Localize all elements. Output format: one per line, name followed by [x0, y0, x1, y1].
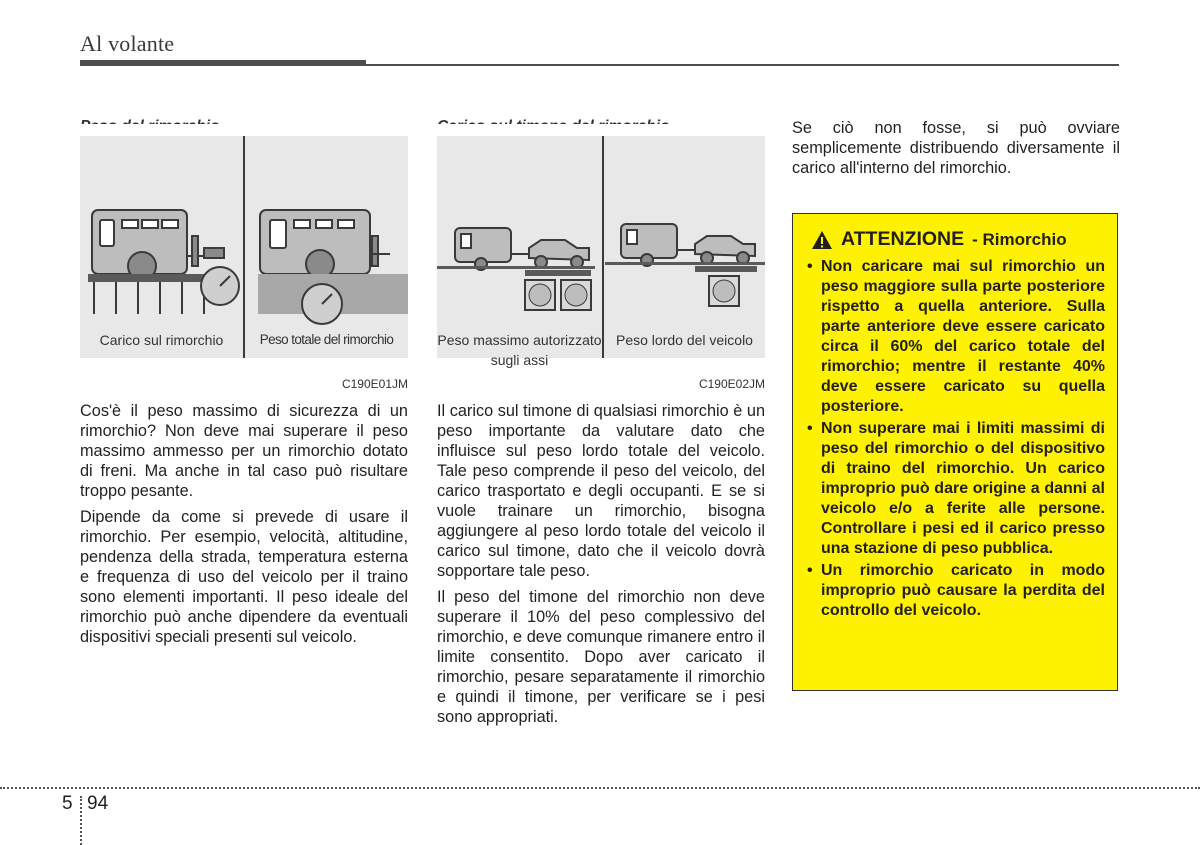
warning-list	[807, 257, 1105, 621]
footer-dotted-rule	[0, 787, 1200, 789]
warning-subtitle: - Rimorchio	[972, 229, 1067, 249]
footer-dotted-divider	[80, 796, 82, 845]
header-rule-thick	[80, 60, 366, 66]
warning-item	[807, 419, 1105, 559]
trailer-on-scale-left	[92, 210, 224, 280]
warning-box	[792, 213, 1118, 691]
figure-divider	[602, 136, 604, 358]
column-warning	[792, 118, 1120, 178]
caption-trailer-load: Carico sul rimorchio	[99, 332, 224, 348]
bullet: •	[807, 420, 813, 437]
warning-triangle-icon	[811, 230, 833, 250]
warning-item-text: Un rimorchio caricato in modo improprio può causare la perdita del controllo del veicolo.	[821, 562, 1105, 619]
header-rule-thin	[366, 64, 1119, 66]
page-number: 94	[87, 793, 109, 814]
warning-item-text: Non caricare mai sul rimorchio un peso maggiore sulla parte posteriore rispetto a quella anteriore. Sulla parte anteriore deve essere caricato circa il 60% del carico totale del rimorchio; mentre il restante 40% deve essere caricato su quella posteriore.	[821, 258, 1105, 415]
body-text-trailer-weight	[80, 401, 408, 647]
paragraph: Il peso del timone del rimorchio non deve superare il 10% del peso complessivo del rimorchio, e deve comunque rimanere entro il limite consentito. Dopo aver caricato il rimorchio, pesare separatamente il rimorchio e quindi il timone, per verificare se i pesi sono appropriati.	[437, 588, 765, 726]
bullet: •	[807, 258, 813, 275]
paragraph: Dipende da come si prevede di usare il rimorchio. Per esempio, velocità, altitudine, pendenza della strada, temperatura esterna e frequenza di uso del veicolo per il traino sono elementi importanti. Il peso ideale del rimorchio può anche dipendere da eventuali dispositivi speciali presenti sul veicolo.	[80, 508, 408, 646]
warning-item	[807, 257, 1105, 417]
vehicle-scale-right	[709, 276, 739, 306]
intro-text: Se ciò non fosse, si può ovviare semplicemente distribuendo diversamente il carico all'interno del rimorchio.	[792, 119, 1120, 177]
car-and-trailer-right	[621, 224, 755, 266]
figure-tongue-load	[437, 124, 765, 391]
figure-trailer-weight	[80, 124, 408, 391]
column-tongue-load	[437, 118, 765, 733]
column-trailer-weight	[80, 118, 408, 653]
warning-item-text: Non superare mai i limiti massimi di peso del rimorchio o del dispositivo di traino del rimorchio. Un carico improprio può dare origine a danni al veicolo e/o a ferite alle persone. Controllare i pesi ed il carico presso una stazione di peso pubblica.	[821, 420, 1105, 557]
figure-code: C190E02JM	[698, 377, 765, 391]
figure-code: C190E01JM	[341, 377, 408, 391]
caption-max-axle-weight: Peso massimo autorizzato sugli assi	[437, 332, 602, 368]
warning-header	[811, 228, 1105, 251]
paragraph: Cos'è il peso massimo di sicurezza di un rimorchio? Non deve mai superare il peso massimo ammesso per un rimorchio dotato di freni. Ma anche in tal caso può risultare troppo pesante.	[80, 402, 408, 500]
warning-title: ATTENZIONE	[841, 228, 965, 250]
warning-item	[807, 561, 1105, 621]
car-and-trailer-left	[455, 228, 589, 270]
paragraph: Il carico sul timone di qualsiasi rimorchio è un peso importante da valutare dato che influisce sul peso lordo totale del veicolo. Tale peso comprende il peso del veicolo, del carico trasportato e degli occupanti. E se si vuole trainare un rimorchio, bisogna aggiungere al peso lordo totale del veicolo il carico sul timone, dato che il veicolo dovrà sopportare tale peso.	[437, 402, 765, 580]
caption-total-trailer-weight: Peso totale del rimorchio	[259, 332, 394, 347]
body-text-tongue-load	[437, 401, 765, 727]
figure-divider	[243, 136, 245, 358]
caption-gross-vehicle-weight: Peso lordo del veicolo	[616, 332, 753, 348]
tongue-load-illustration	[437, 136, 765, 358]
page-header-title: Al volante	[80, 31, 175, 56]
trailer-on-scale-right	[260, 210, 390, 278]
bullet: •	[807, 562, 813, 579]
section-number: 5	[62, 793, 73, 814]
axle-scales-left	[525, 280, 591, 310]
